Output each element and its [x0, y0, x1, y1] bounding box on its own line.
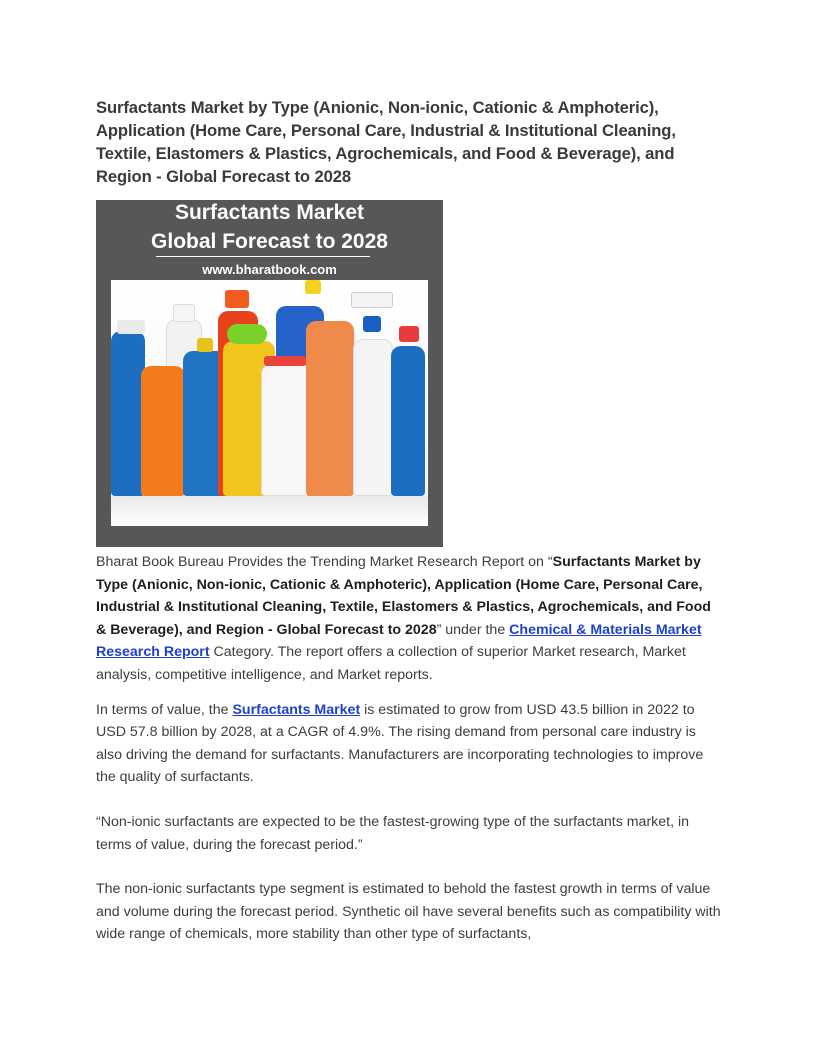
- intro-text: Bharat Book Bureau Provides the Trending Market Research Report on “: [96, 554, 553, 570]
- banner-heading: Surfactants Market: [174, 201, 365, 224]
- banner-subheading: Global Forecast to 2028: [151, 230, 388, 253]
- report-banner-image: [96, 200, 443, 547]
- report-title: Surfactants Market by Type (Anionic, Non-ionic, Cationic & Amphoteric), Application (Home Care, Personal Care, Industrial & Institutional Cleaning, Textile, Elastomers & Plastics, Agrochemicals, and Food & Beverage), and Region - Global Forecast to 2028: [96, 98, 676, 186]
- blue-spray-bottle: [111, 331, 145, 496]
- value-before-text: In terms of value, the: [96, 701, 233, 718]
- white-spray-bottle: [353, 339, 393, 496]
- blue-spray-bottle-right: [391, 346, 425, 496]
- white-jar: [261, 364, 311, 496]
- orange-bottle: [141, 366, 185, 496]
- value-after-text: is estimated to grow from USD 43.5 billion in 2022 to USD 57.8 billion by 2028, at a CAGR of 4.9%. The rising demand from personal care industry is also driving the demand for surfactants. Manufacturers are incorporating technologies to improve the quality of surfactants.: [96, 701, 704, 786]
- bottle-cap: [227, 324, 267, 344]
- detergent-bottles-photo: [111, 280, 428, 526]
- intro-outro-text: Category. The report offers a collection of superior Market research, Market analysis, competitive intelligence, and Market reports.: [96, 644, 686, 683]
- category-link[interactable]: Chemical & Materials Market Research Report: [96, 621, 702, 661]
- market-value-paragraph: [96, 699, 722, 789]
- document-page: [96, 96, 722, 958]
- report-name: Surfactants Market by Type (Anionic, Non-ionic, Cationic & Amphoteric), Application (Home Care, Personal Care, Industrial & Institutional Cleaning, Textile, Elastomers & Plastics, Agrochemicals, and Food & Beverage), and Region - Global Forecast to 2028: [96, 554, 711, 638]
- bottle-cap: [225, 290, 249, 308]
- intro-paragraph: [96, 551, 722, 687]
- surfactants-market-link[interactable]: Surfactants Market: [232, 701, 361, 718]
- bottle-cap: [197, 338, 213, 352]
- bottle-cap: [117, 320, 145, 334]
- segment-paragraph: The non-ionic surfactants type segment is estimated to behold the fastest growth in terms of value and volume during the forecast period. Synthetic oil have several benefits such as compatibility with wide range of chemicals, more stability than other type of surfactants,: [96, 881, 721, 943]
- bottle-cap: [351, 292, 393, 308]
- bottle-cap: [305, 280, 321, 294]
- quote-paragraph: “Non-ionic surfactants are expected to be the fastest-growing type of the surfactants market, in terms of value, during the forecast period.”: [96, 813, 690, 853]
- photo-floor: [111, 496, 428, 526]
- banner-url: www.bharatbook.com: [202, 262, 337, 277]
- banner-divider: [156, 256, 370, 257]
- bottle-cap: [173, 304, 195, 322]
- bottle-cap: [399, 326, 419, 342]
- bottle-cap: [363, 316, 381, 332]
- bottle-cap: [264, 356, 306, 366]
- peach-bottle: [306, 321, 354, 496]
- intro-mid-text: ” under the: [436, 621, 510, 638]
